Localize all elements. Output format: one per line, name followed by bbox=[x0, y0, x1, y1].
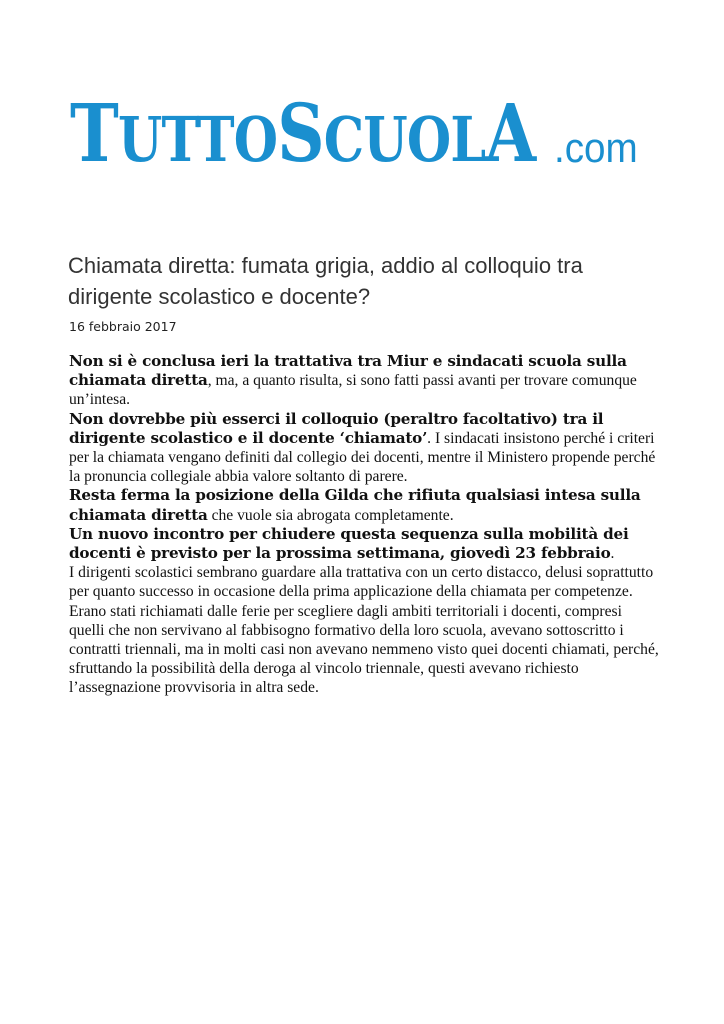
logo-letter-a: A bbox=[485, 86, 536, 180]
site-logo[interactable] bbox=[70, 86, 650, 180]
paragraph-4-bold: Un nuovo incontro per chiudere questa sequenza sulla mobilità dei docenti è previsto per la prossima settimana, giovedì 23 febbraio bbox=[69, 524, 629, 563]
logo-wordmark bbox=[70, 86, 536, 183]
article-paragraph-3 bbox=[69, 486, 659, 524]
article-date: 16 febbraio 2017 bbox=[69, 319, 177, 334]
paragraph-1-text: , ma, a quanto risulta, si sono fatti passi avanti per trovare comunque un’intesa. bbox=[69, 372, 637, 409]
article-paragraph-6: Erano stati richiamati dalle ferie per scegliere dagli ambiti territoriali i docenti, compresi quelli che non servivano al fabbisogno formativo della loro scuola, avevano sottoscritto i contratti triennali, ma in molti casi non avevano nemmeno visto quei docenti chiamati, perché, sfruttando la possibilità della deroga al vincolo triennale, questi avevano richiesto l’assegnazione provvisoria in altra sede. bbox=[69, 602, 659, 697]
article-title: Chiamata diretta: fumata grigia, addio al colloquio tra dirigente scolastico e docente? bbox=[68, 253, 583, 309]
paragraph-1-bold: Non si è conclusa ieri la trattativa tra Miur e sindacati scuola sulla chiamata diretta bbox=[69, 352, 627, 390]
article-paragraph-5: I dirigenti scolastici sembrano guardare alla trattativa con un certo distacco, delusi soprattutto per quanto successo in occasione della prima applicazione della chiamata per competenze. bbox=[69, 564, 654, 601]
logo-domain-suffix: .com bbox=[554, 124, 638, 171]
paragraph-2-bold: Non dovrebbe più esserci il colloquio (peraltro facoltativo) tra il dirigente scolastico e il docente ‘chiamato’ bbox=[69, 409, 604, 447]
article-paragraph-4 bbox=[69, 525, 659, 563]
paragraph-3-bold: Resta ferma la posizione della Gilda che rifiuta qualsiasi intesa sulla chiamata diretta bbox=[69, 486, 641, 524]
article-paragraph-1 bbox=[69, 352, 659, 410]
paragraph-3-text: che vuole sia abrogata completamente. bbox=[207, 506, 454, 524]
paragraph-4-text: . bbox=[610, 545, 615, 563]
logo-letter-s: S bbox=[277, 86, 324, 180]
logo-letter-t: T bbox=[70, 86, 118, 180]
paragraph-2-text: . I sindacati insistono perché i criteri per la chiamata vengano definiti dal collegio dei docenti, mentre il Ministero propende perché la pronuncia collegiale abbia valore soltanto di parere. bbox=[69, 429, 656, 486]
article-paragraph-2 bbox=[69, 410, 659, 487]
logo-letters-cuol: CUOL bbox=[323, 103, 486, 176]
article-body bbox=[69, 352, 659, 698]
logo-letters-utto: UTTO bbox=[117, 103, 278, 176]
